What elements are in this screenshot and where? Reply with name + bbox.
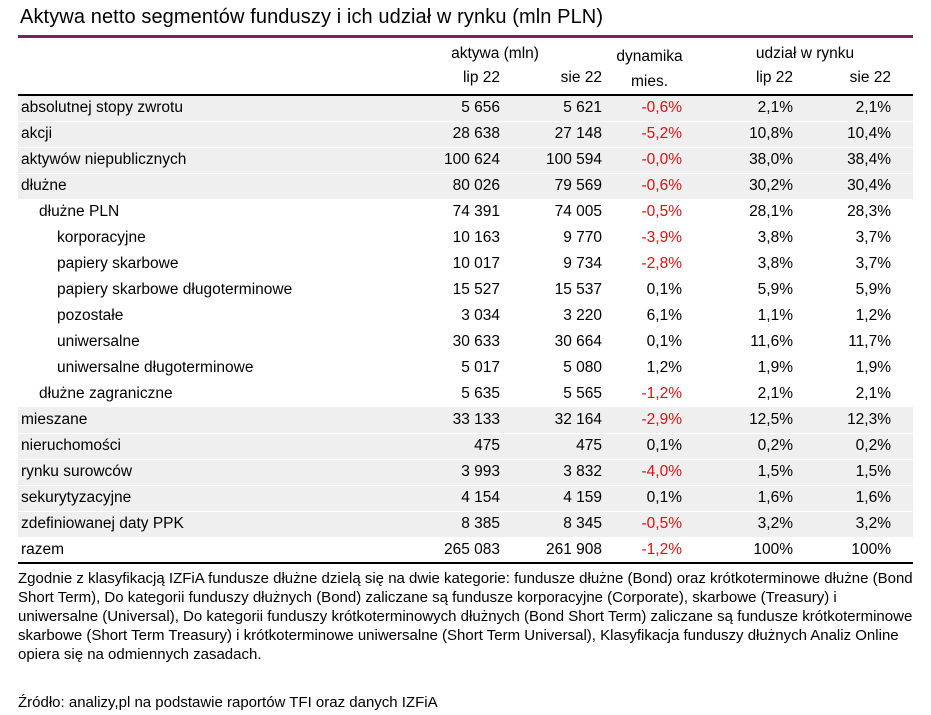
row-label: uniwersalne długoterminowe: [57, 359, 254, 376]
aktywa-sie22-value: 3 832: [500, 459, 602, 485]
udzial-sie22-value: 30,4%: [805, 173, 913, 199]
row-label: absolutnej stopy zwrotu: [18, 95, 388, 121]
aktywa-sie22-value: 475: [500, 433, 602, 459]
column-aktywa-lip22: lip 22: [462, 69, 500, 86]
aktywa-lip22-value: 28 638: [388, 121, 500, 147]
dynamika-value: -2,8%: [641, 255, 683, 272]
table-row: [18, 433, 913, 459]
dynamika-value: -0,6%: [602, 173, 697, 199]
udzial-lip22-value: 1,5%: [697, 459, 805, 485]
udzial-sie22-value: 2,1%: [805, 95, 913, 121]
dynamika-value: -1,2%: [641, 385, 683, 402]
udzial-sie22-value: 38,4%: [805, 147, 913, 173]
udzial-sie22-value: 10,4%: [805, 121, 913, 147]
udzial-sie22-value: 28,3%: [847, 203, 892, 221]
aktywa-lip22-value: 5 635: [461, 385, 500, 402]
row-label: razem: [18, 537, 388, 563]
dynamika-value: 0,1%: [602, 433, 697, 459]
udzial-lip22-value: 5,9%: [757, 281, 794, 298]
udzial-lip22-value: 1,6%: [697, 485, 805, 511]
aktywa-lip22-value: 5 017: [461, 359, 500, 376]
dynamika-value: -0,6%: [602, 95, 697, 121]
table-header: [18, 38, 913, 95]
aktywa-lip22-value: 30 633: [452, 333, 500, 350]
dynamika-value: -5,2%: [602, 121, 697, 147]
udzial-lip22-value: 2,1%: [757, 385, 794, 402]
column-group-dynamika: [602, 38, 697, 95]
row-label: zdefiniowanej daty PPK: [18, 511, 388, 537]
table-row: [18, 511, 913, 537]
udzial-sie22-value: 1,5%: [805, 459, 913, 485]
column-udzial-lip22: lip 22: [755, 69, 794, 86]
aktywa-sie22-value: 32 164: [500, 407, 602, 433]
udzial-sie22-value: 3,2%: [805, 511, 913, 537]
udzial-sie22-value: 100%: [805, 537, 913, 563]
aktywa-sie22-value: 15 537: [554, 281, 603, 298]
udzial-lip22-value: 2,1%: [697, 95, 805, 121]
udzial-lip22-value: 38,0%: [697, 147, 805, 173]
aktywa-lip22-value: 100 624: [388, 147, 500, 173]
dynamika-value: -0,5%: [641, 203, 683, 221]
aktywa-sie22-value: 27 148: [500, 121, 602, 147]
table-row: [18, 147, 913, 173]
column-group-aktywa: aktywa (mln): [451, 45, 539, 62]
udzial-sie22-value: 5,9%: [855, 281, 892, 298]
udzial-sie22-value: 11,7%: [848, 333, 892, 350]
row-label: papiery skarbowe długoterminowe: [57, 281, 293, 298]
row-label: rynku surowców: [18, 459, 388, 485]
udzial-lip22-value: 100%: [697, 537, 805, 563]
udzial-lip22-value: 3,8%: [757, 255, 794, 272]
udzial-lip22-value: 0,2%: [697, 433, 805, 459]
dynamika-value: 0,1%: [602, 485, 697, 511]
table-row: [18, 485, 913, 511]
table-row: [18, 355, 913, 381]
dynamika-line1: dynamika: [616, 48, 683, 66]
row-label: dłużne zagraniczne: [39, 385, 173, 402]
column-aktywa-sie22: sie 22: [560, 69, 603, 86]
aktywa-lip22-value: 8 385: [388, 511, 500, 537]
aktywa-lip22-value: 74 391: [452, 203, 500, 221]
aktywa-lip22-value: 10 163: [452, 229, 500, 246]
dynamika-value: -0,0%: [602, 147, 697, 173]
udzial-lip22-value: 30,2%: [697, 173, 805, 199]
aktywa-lip22-value: 33 133: [388, 407, 500, 433]
page-title: Aktywa netto segmentów funduszy i ich udział w rynku (mln PLN): [18, 4, 913, 38]
udzial-sie22-value: 3,7%: [855, 229, 892, 246]
aktywa-sie22-value: 8 345: [500, 511, 602, 537]
aktywa-sie22-value: 4 159: [500, 485, 602, 511]
udzial-lip22-value: 10,8%: [697, 121, 805, 147]
row-label: dłużne: [18, 173, 388, 199]
udzial-lip22-value: 1,1%: [757, 307, 794, 324]
table-row: [18, 459, 913, 485]
header-spacer: [18, 38, 388, 63]
table-row: [18, 381, 913, 407]
dynamika-value: 0,1%: [646, 281, 683, 298]
dynamika-value: -4,0%: [602, 459, 697, 485]
aktywa-lip22-value: 80 026: [388, 173, 500, 199]
row-label: aktywów niepublicznych: [18, 147, 388, 173]
udzial-sie22-value: 2,1%: [855, 385, 892, 402]
row-label: uniwersalne: [57, 333, 140, 350]
aktywa-lip22-value: 4 154: [388, 485, 500, 511]
column-udzial-sie22: sie 22: [849, 69, 892, 86]
table-body: [18, 95, 913, 563]
dynamika-value: -0,5%: [602, 511, 697, 537]
row-label: sekurytyzacyjne: [18, 485, 388, 511]
udzial-lip22-value: 1,9%: [757, 359, 794, 376]
udzial-sie22-value: 3,7%: [855, 255, 892, 272]
udzial-sie22-value: 0,2%: [805, 433, 913, 459]
aktywa-lip22-value: 15 527: [452, 281, 500, 298]
udzial-lip22-value: 12,5%: [697, 407, 805, 433]
header-spacer: [18, 63, 388, 95]
aktywa-sie22-value: 79 569: [500, 173, 602, 199]
aktywa-sie22-value: 74 005: [554, 203, 603, 221]
table-row: [18, 303, 913, 329]
dynamika-value: -3,9%: [641, 229, 683, 246]
table-row: [18, 199, 913, 225]
aktywa-sie22-value: 9 770: [563, 229, 603, 246]
aktywa-sie22-value: 5 565: [563, 385, 603, 402]
aktywa-sie22-value: 3 220: [563, 307, 603, 324]
aktywa-sie22-value: 261 908: [500, 537, 602, 563]
table-row: [18, 95, 913, 121]
dynamika-line2: mies.: [630, 72, 669, 90]
udzial-lip22-value: 3,2%: [697, 511, 805, 537]
table-row: [18, 225, 913, 251]
aktywa-sie22-value: 5 621: [500, 95, 602, 121]
udzial-lip22-value: 3,8%: [757, 229, 794, 246]
row-label: papiery skarbowe: [57, 255, 179, 272]
dynamika-value: 1,2%: [646, 359, 683, 376]
aktywa-lip22-value: 475: [388, 433, 500, 459]
aktywa-lip22-value: 10 017: [452, 255, 500, 272]
aktywa-lip22-value: 3 034: [461, 307, 500, 324]
udzial-sie22-value: 12,3%: [805, 407, 913, 433]
source-text: Źródło: analizy,pl na podstawie raportów TFI oraz danych IZFiA: [18, 694, 438, 712]
row-label: mieszane: [18, 407, 388, 433]
udzial-sie22-value: 1,6%: [805, 485, 913, 511]
dynamika-value: 0,1%: [646, 333, 683, 350]
dynamika-value: -2,9%: [602, 407, 697, 433]
aktywa-lip22-value: 5 656: [388, 95, 500, 121]
funds-segments-table: [18, 38, 913, 564]
row-label: pozostałe: [57, 307, 124, 324]
table-row: [18, 329, 913, 355]
row-label: dłużne PLN: [39, 203, 120, 221]
udzial-sie22-value: 1,9%: [855, 359, 892, 376]
udzial-lip22-value: 11,6%: [750, 333, 794, 350]
aktywa-sie22-value: 100 594: [500, 147, 602, 173]
dynamika-value: 6,1%: [646, 307, 683, 324]
dynamika-value: -1,2%: [602, 537, 697, 563]
table-row: [18, 173, 913, 199]
udzial-sie22-value: 1,2%: [855, 307, 892, 324]
table-row: [18, 407, 913, 433]
row-label: nieruchomości: [18, 433, 388, 459]
aktywa-sie22-value: 30 664: [554, 333, 603, 350]
aktywa-lip22-value: 265 083: [388, 537, 500, 563]
table-row: [18, 121, 913, 147]
footnote-text: Zgodnie z klasyfikacją IZFiA fundusze dłużne dzielą się na dwie kategorie: fundusze dłużne (Bond) oraz krótkoterminowe dłużne (Bond Short Term), Do kategorii funduszy dłużnych (Bond) zaliczane są fundusze korporacyjne (Corporate), skarbowe (Treasury) i uniwersalne (Universal), Do kategorii funduszy krótkoterminowych dłużnych (Bond Short Term) zaliczane są fundusze krótkoterminowe skarbowe (Short Term Treasury) i krótkoterminowe uniwersalne (Short Term Universal), Klasyfikacja funduszy dłużnych Analiz Online opiera się na odmiennych zasadach.: [18, 570, 913, 664]
column-group-udzial: udział w rynku: [755, 45, 855, 62]
aktywa-sie22-value: 9 734: [563, 255, 603, 272]
table-row: [18, 277, 913, 303]
aktywa-sie22-value: 5 080: [563, 359, 603, 376]
table-total-row: [18, 537, 913, 563]
aktywa-lip22-value: 3 993: [388, 459, 500, 485]
udzial-lip22-value: 28,1%: [749, 203, 794, 221]
row-label: akcji: [18, 121, 388, 147]
row-label: korporacyjne: [57, 229, 146, 246]
table-row: [18, 251, 913, 277]
